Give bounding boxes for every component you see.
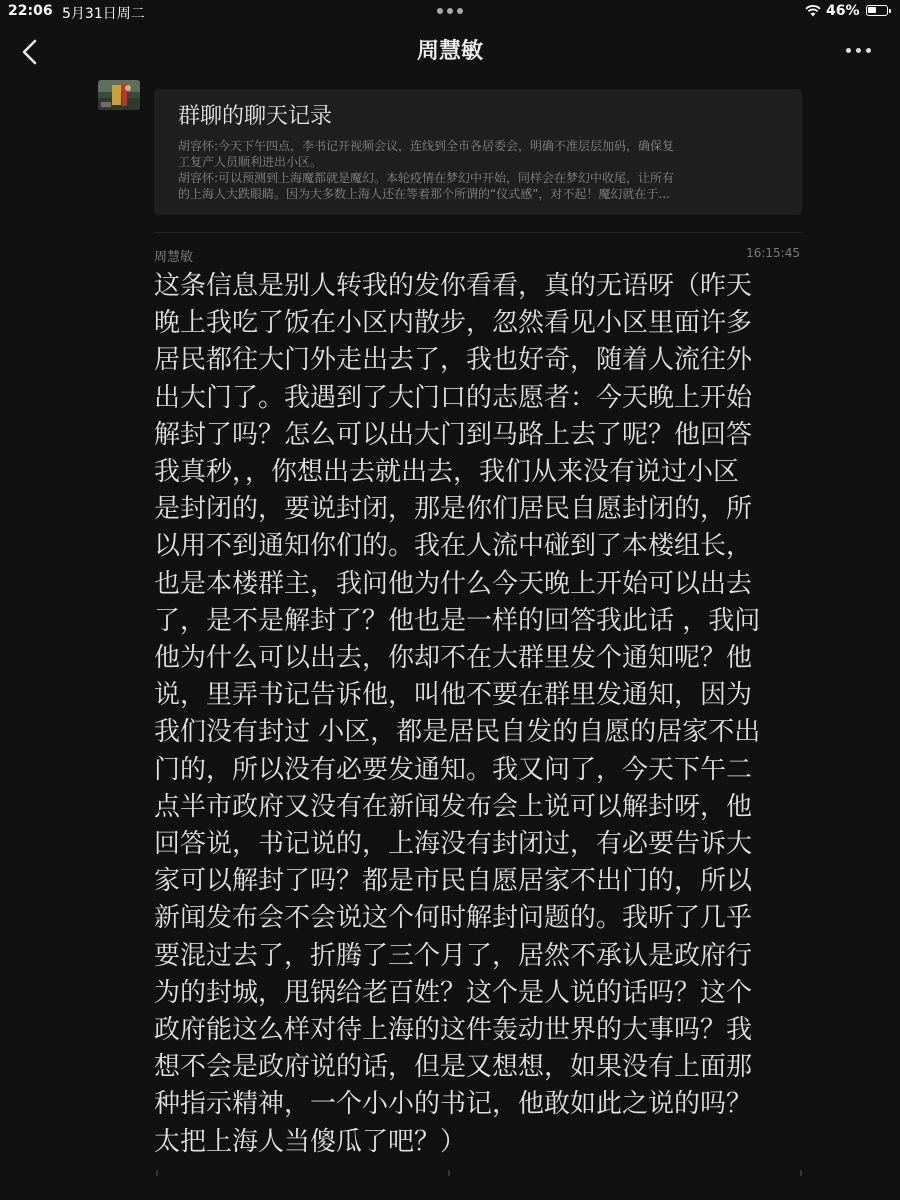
divider <box>154 232 802 233</box>
message-line: 出大门了。我遇到了大门口的志愿者：今天晚上开始 <box>154 382 753 413</box>
divider <box>448 1170 450 1176</box>
message-line: 居民都往大门外走出去了，我也好奇，随着人流往外 <box>154 345 753 376</box>
message-line: 种指示精神，一个小小的书记，他敢如此之说的吗？ <box>154 1089 753 1120</box>
message-line: 新闻发布会不会说这个何时解封问题的。我听了几乎 <box>154 903 753 934</box>
message-line: 我们没有封过 小区，都是居民自发的自愿的居家不出 <box>154 717 761 748</box>
wifi-icon <box>805 5 821 17</box>
message-body <box>154 268 794 1161</box>
message-line: 以用不到通知你们的。我在人流中碰到了本楼组长， <box>154 531 753 562</box>
nav-bar <box>0 24 900 76</box>
message-line: 点半市政府又没有在新闻发布会上说可以解封呀，他 <box>154 791 753 822</box>
chat-history-card[interactable] <box>154 89 802 215</box>
chat-history-line: 胡容怀:今天下午四点，李书记开视频会议，连线到全市各居委会，明确不准层层加码，确保复 <box>178 139 675 153</box>
status-bar <box>0 0 900 24</box>
message-line: 想不会是政府说的话，但是又想想，如果没有上面那 <box>154 1052 753 1083</box>
message-line: 回答说，书记说的，上海没有封闭过，有必要告诉大 <box>154 829 753 860</box>
battery-icon <box>866 5 888 16</box>
message-timestamp: 16:15:45 <box>746 246 800 260</box>
message-line: 太把上海人当傻瓜了吧？） <box>154 1126 467 1157</box>
message-line: 他为什么可以出去，你却不在大群里发个通知呢？他 <box>154 643 753 674</box>
message-line: 是封闭的，要说封闭，那是你们居民自愿封闭的，所 <box>154 494 753 525</box>
avatar[interactable] <box>98 80 140 110</box>
message-line: 为的封城，甩锅给老百姓？这个是人说的话吗？这个 <box>154 977 753 1008</box>
more-options-icon[interactable] <box>846 48 871 53</box>
chat-title: 周慧敏 <box>416 39 483 64</box>
message-line: 我真秒，，你想出去就出去，我们从来没有说过小区 <box>154 457 740 488</box>
message-line: 政府能这么样对待上海的这件轰动世界的大事吗？我 <box>154 1015 753 1046</box>
chat-history-line: 胡容怀:可以预测到上海魔都就是魔幻。本轮疫情在梦幻中开始，同样会在梦幻中收尾，让所有 <box>178 171 675 185</box>
message-line: 要混过去了，折腾了三个月了，居然不承认是政府行 <box>154 940 753 971</box>
message-line: 说，里弄书记告诉他，叫他不要在群里发通知，因为 <box>154 680 753 711</box>
message-header <box>154 246 802 264</box>
chat-history-title: 群聊的聊天记录 <box>178 104 333 129</box>
chat-history-line: 工复产人员顺利进出小区。 <box>178 155 323 169</box>
status-time: 22:06 <box>8 3 53 19</box>
chat-history-line: 的上海人大跌眼睛。因为大多数上海人还在等着那个所谓的“仪式感”，对不起！魔幻就在于... <box>178 187 670 201</box>
message-line: 这条信息是别人转我的发你看看，真的无语呀（昨天 <box>154 271 753 301</box>
divider <box>156 1170 158 1176</box>
message-line: 也是本楼群主，我问他为什么今天晚上开始可以出去 <box>154 568 753 599</box>
divider <box>800 1170 802 1176</box>
message-line: 晚上我吃了饭在小区内散步，忽然看见小区里面许多 <box>154 308 753 339</box>
chat-history-preview <box>178 138 786 202</box>
message-line: 门的，所以没有必要发通知。我又问了，今天下午二 <box>154 754 753 785</box>
sender-name: 周慧敏 <box>154 250 194 265</box>
battery-percentage: 46% <box>826 3 860 19</box>
status-date: 5月31日周二 <box>62 6 145 22</box>
message-line: 了，是不是解封了？他也是一样的回答我此话 ，我问 <box>154 605 761 636</box>
message-line: 解封了吗？怎么可以出大门到马路上去了呢？他回答 <box>154 419 753 450</box>
message-line: 家可以解封了吗？都是市民自愿居家不出门的，所以 <box>154 866 753 897</box>
multitasking-dots-icon[interactable] <box>437 8 463 14</box>
